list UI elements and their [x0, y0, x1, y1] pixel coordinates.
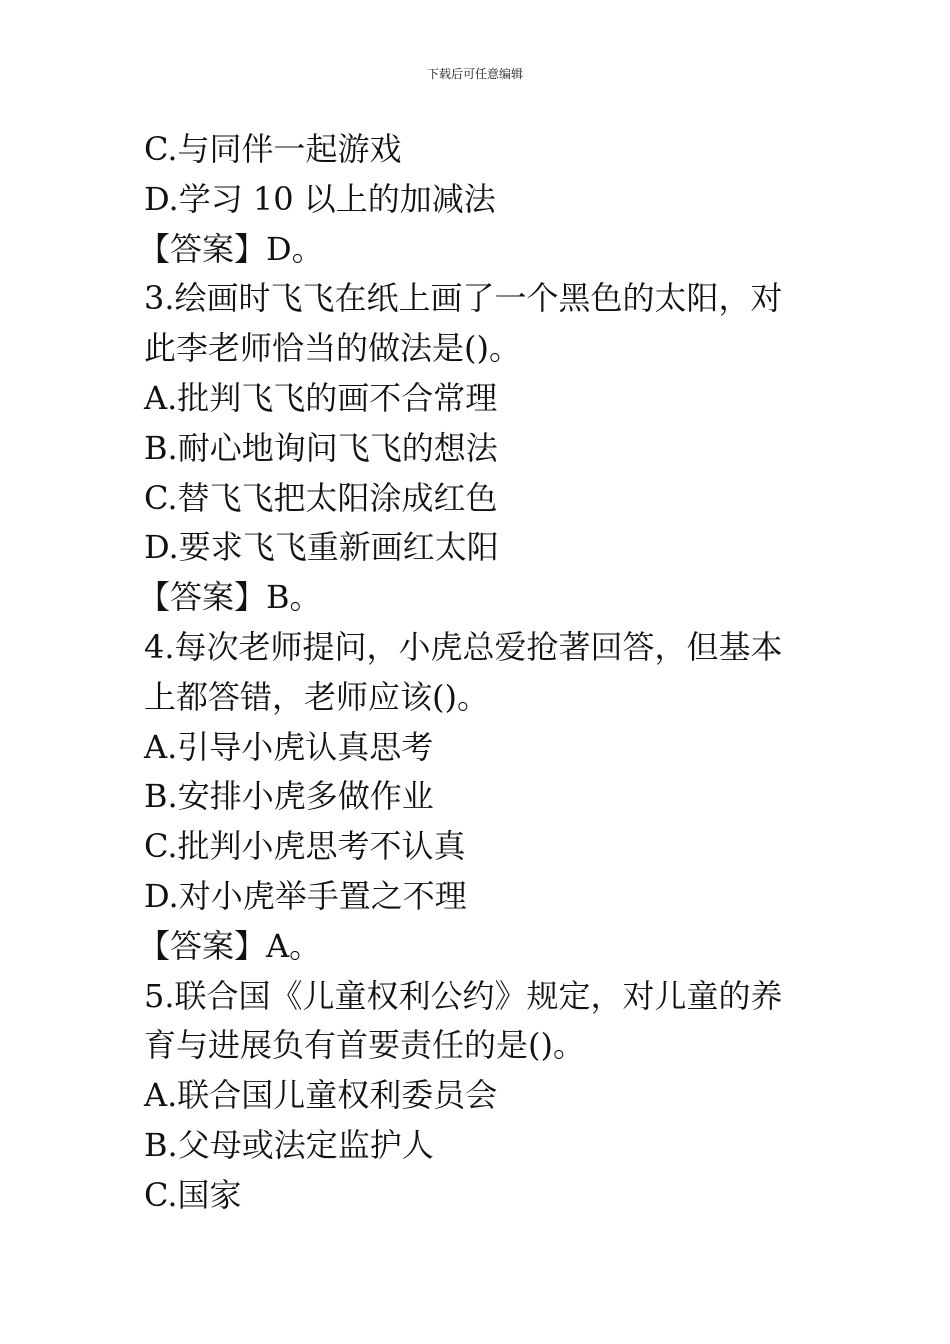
- option-b-q3: B.耐心地询问飞飞的想法: [144, 428, 498, 467]
- page-header-note: 下载后可任意编辑: [426, 67, 523, 81]
- question-3-line-1: 3.绘画时飞飞在纸上画了一个黑色的太阳，对: [144, 279, 783, 318]
- option-d-q3: D.要求飞飞重新画红太阳: [144, 528, 499, 567]
- question-3-line-2: 此李老师恰当的做法是()。: [144, 329, 521, 368]
- option-a-q4: A.引导小虎认真思考: [144, 727, 434, 766]
- answer-q2: 【答案】D。: [138, 229, 324, 268]
- answer-q4: 【答案】A。: [138, 926, 322, 965]
- option-c-q5: C.国家: [144, 1175, 242, 1214]
- option-c-q4: C.批判小虎思考不认真: [144, 827, 466, 866]
- option-a-q3: A.批判飞飞的画不合常理: [144, 378, 498, 417]
- option-d-q4: D.对小虎举手置之不理: [144, 876, 467, 915]
- answer-q3: 【答案】B。: [138, 578, 322, 617]
- option-c-q3: C.替飞飞把太阳涂成红色: [144, 478, 498, 517]
- question-4-line-1: 4.每次老师提问，小虎总爱抢著回答，但基本: [144, 627, 783, 666]
- option-a-q5: A.联合国儿童权利委员会: [144, 1076, 498, 1115]
- question-5-line-1: 5.联合国《儿童权利公约》规定，对儿童的养: [144, 976, 783, 1015]
- option-b-q5: B.父母或法定监护人: [144, 1125, 434, 1164]
- option-b-q4: B.安排小虎多做作业: [144, 777, 434, 816]
- document-body: [138, 125, 804, 1221]
- option-c-q2: C.与同伴一起游戏: [144, 130, 402, 168]
- question-4-line-2: 上都答错，老师应该()。: [144, 677, 489, 716]
- question-5-line-2: 育与进展负有首要责任的是()。: [144, 1026, 585, 1065]
- option-d-q2: D.学习 10 以上的加减法: [144, 179, 496, 218]
